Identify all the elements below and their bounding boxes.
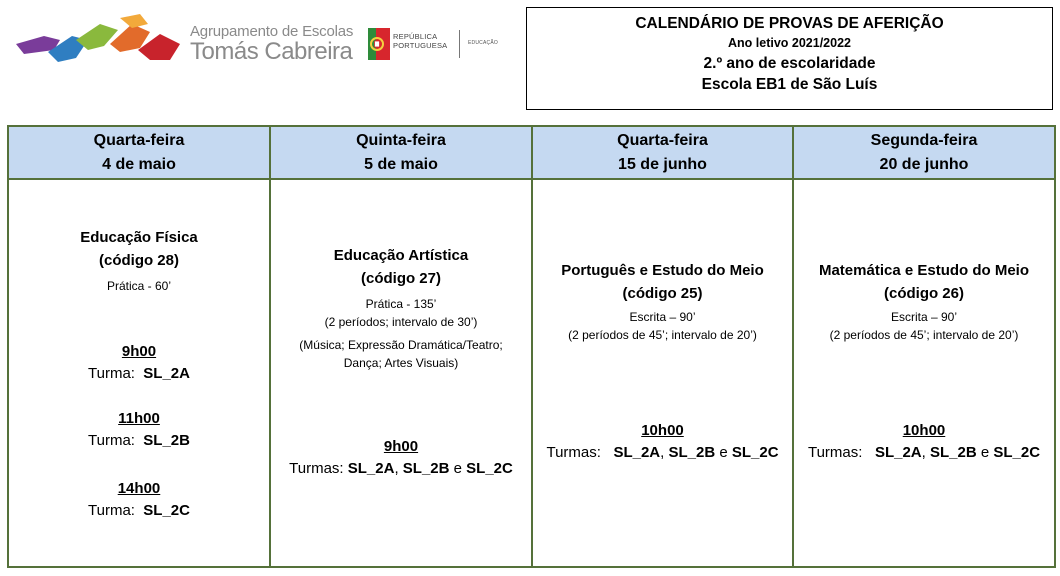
school-name-line1: Agrupamento de Escolas	[190, 23, 354, 40]
date: 20 de junho	[879, 155, 969, 173]
session-time: 10h00	[641, 422, 684, 439]
weekday: Quarta-feira	[617, 131, 708, 149]
session-time: 11h00	[118, 410, 160, 427]
session-class	[9, 363, 269, 385]
logos	[14, 14, 514, 74]
exam-cell-2	[270, 179, 532, 567]
session-class	[9, 500, 269, 522]
exam-detail: Dança; Artes Visuais)	[343, 356, 459, 370]
republic-line2: PORTUGUESA	[393, 41, 448, 50]
separator: e	[719, 444, 728, 461]
weekday: Quarta-feira	[93, 131, 185, 149]
exam-detail: Prática - 135’	[365, 297, 437, 311]
date: 4 de maio	[102, 155, 176, 173]
subject: Matemática e Estudo do Meio	[818, 262, 1030, 279]
day-header-2	[270, 126, 532, 179]
separator: ,	[394, 460, 399, 477]
ministry-area: EDUCAÇÃO	[468, 40, 498, 46]
separator: ,	[921, 444, 926, 461]
republic-emblem-icon	[368, 28, 390, 60]
class-label: Turma:	[88, 432, 135, 449]
school-name-title: Escola EB1 de São Luís	[701, 76, 878, 93]
school-name-line2: Tomás Cabreira	[190, 38, 353, 65]
exam-code: (código 27)	[360, 270, 441, 287]
exam-detail: (2 períodos; intervalo de 30’)	[324, 315, 478, 329]
logo-divider	[459, 30, 460, 58]
class-code: SL_2C	[993, 444, 1041, 461]
class-code: SL_2A	[613, 444, 661, 461]
class-code: SL_2C	[143, 502, 190, 519]
session-classes	[533, 442, 792, 464]
separator: ,	[660, 444, 665, 461]
day-header-1	[8, 126, 270, 179]
republic-line1: REPÚBLICA	[393, 32, 438, 41]
classes-label: Turmas:	[289, 460, 344, 477]
date: 5 de maio	[364, 155, 438, 173]
class-code: SL_2C	[731, 444, 779, 461]
school-logo-icon	[14, 14, 189, 74]
table-header-row	[8, 126, 1055, 179]
classes-label: Turmas:	[546, 444, 601, 461]
subject: Português e Estudo do Meio	[561, 262, 764, 279]
session-classes	[271, 458, 531, 480]
exam-cell-1	[8, 179, 270, 567]
document-title: CALENDÁRIO DE PROVAS DE AFERIÇÃO	[635, 15, 944, 32]
separator: e	[980, 444, 990, 461]
class-code: SL_2A	[143, 365, 190, 382]
exam-detail: (Música; Expressão Dramática/Teatro;	[299, 338, 503, 352]
day-header-4	[793, 126, 1055, 179]
class-code: SL_2B	[402, 460, 450, 477]
subject: Educação Física	[80, 229, 198, 246]
exam-cell-4	[793, 179, 1055, 567]
session-time: 14h00	[117, 480, 161, 497]
school-year: Ano letivo 2021/2022	[728, 36, 851, 50]
exam-cell-3	[532, 179, 793, 567]
exam-schedule-table	[7, 125, 1056, 568]
class-code: SL_2B	[668, 444, 716, 461]
subject: Educação Artística	[333, 247, 469, 264]
day-header-3	[532, 126, 793, 179]
session-time: 9h00	[383, 438, 419, 455]
table-body-row	[8, 179, 1055, 567]
exam-detail: (2 períodos de 45’; intervalo de 20’)	[568, 328, 757, 342]
class-code: SL_2B	[929, 444, 977, 461]
session-classes	[794, 442, 1054, 464]
school-name	[190, 24, 353, 64]
class-code: SL_2B	[143, 432, 190, 449]
class-code: SL_2A	[874, 444, 922, 461]
classes-label: Turmas:	[807, 444, 863, 461]
date: 15 de junho	[618, 155, 707, 173]
weekday: Quinta-feira	[356, 131, 446, 149]
separator: e	[453, 460, 462, 477]
exam-detail: Prática - 60’	[106, 279, 172, 293]
republic-name	[393, 32, 447, 50]
session-time: 9h00	[121, 343, 157, 360]
exam-code: (código 28)	[98, 252, 179, 269]
weekday: Segunda-feira	[870, 131, 978, 149]
class-label: Turma:	[88, 365, 135, 382]
class-code: SL_2A	[347, 460, 395, 477]
exam-detail: (2 períodos de 45’; intervalo de 20’)	[829, 328, 1019, 342]
session-time: 10h00	[902, 422, 946, 439]
session-class	[9, 430, 269, 452]
class-label: Turma:	[88, 502, 135, 519]
exam-detail: Escrita – 90’	[890, 310, 958, 324]
exam-code: (código 25)	[622, 285, 703, 302]
title-box	[526, 7, 1053, 110]
grade-level: 2.º ano de escolaridade	[703, 55, 876, 72]
exam-detail: Escrita – 90’	[629, 310, 696, 324]
exam-code: (código 26)	[883, 285, 964, 302]
class-code: SL_2C	[466, 460, 513, 477]
